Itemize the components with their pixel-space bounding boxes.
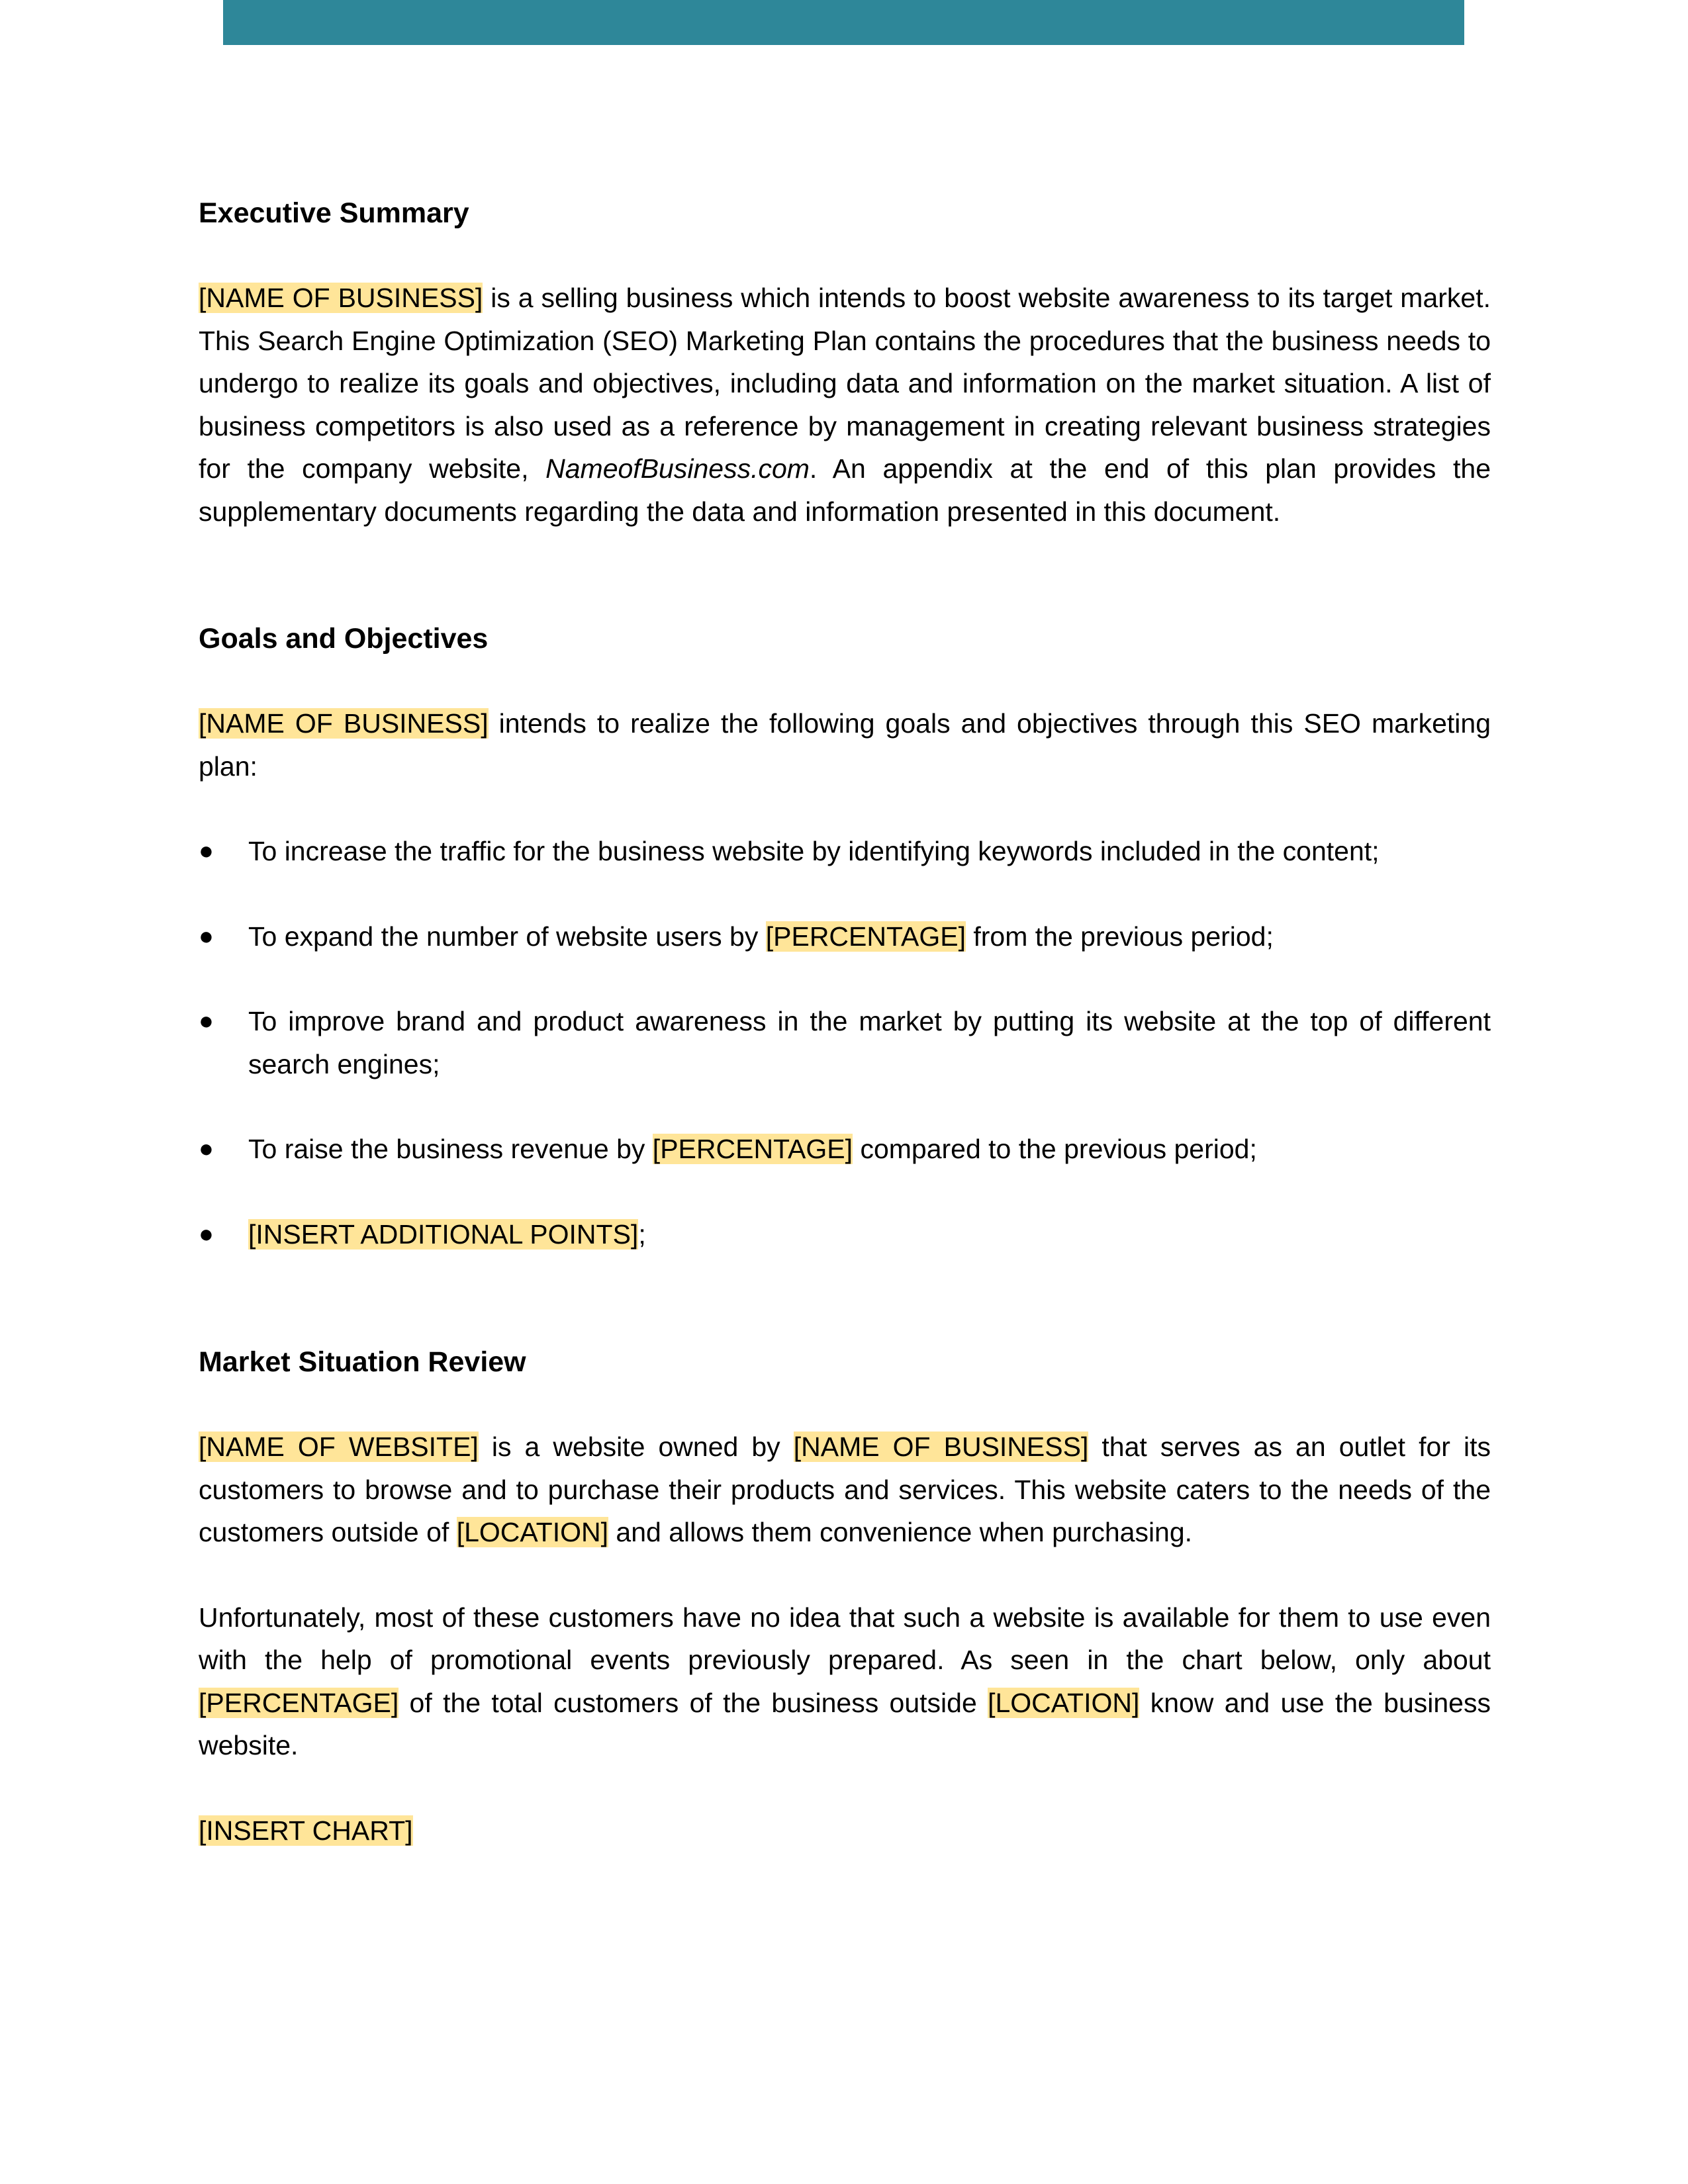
bullet-icon: ● bbox=[199, 837, 214, 865]
list-item bbox=[199, 1128, 1491, 1171]
text: intends to realize the following goals and objectives through this SEO marketing plan: bbox=[199, 708, 1491, 782]
placeholder-location[interactable]: [LOCATION] bbox=[988, 1687, 1140, 1718]
heading-executive-summary: Executive Summary bbox=[199, 197, 469, 229]
text: of the total customers of the business outside bbox=[399, 1687, 988, 1718]
text: . An appendix at the end of this plan provides the supplementary documents regarding the data and information presented in this document. bbox=[199, 453, 1491, 527]
heading-market-situation: Market Situation Review bbox=[199, 1346, 526, 1378]
list-item-text: To expand the number of website users by bbox=[248, 921, 766, 952]
bullet-icon: ● bbox=[199, 1135, 214, 1163]
placeholder-percentage[interactable]: [PERCENTAGE] bbox=[652, 1134, 853, 1164]
bullet-icon: ● bbox=[199, 922, 214, 950]
list-item bbox=[199, 915, 1491, 958]
placeholder-name-of-website[interactable]: [NAME OF WEBSITE] bbox=[199, 1432, 479, 1462]
list-item bbox=[199, 1000, 1491, 1085]
list-item-text: compared to the previous period; bbox=[853, 1134, 1257, 1164]
placeholder-location[interactable]: [LOCATION] bbox=[456, 1517, 609, 1547]
list-item bbox=[199, 830, 1491, 873]
goals-intro-paragraph bbox=[199, 702, 1491, 788]
document-body bbox=[199, 192, 1491, 1852]
placeholder-name-of-business[interactable]: [NAME OF BUSINESS] bbox=[793, 1432, 1089, 1462]
list-item-text: ; bbox=[638, 1218, 646, 1250]
market-paragraph-1 bbox=[199, 1426, 1491, 1554]
placeholder-percentage[interactable]: [PERCENTAGE] bbox=[765, 921, 966, 952]
text: is a website owned by bbox=[478, 1432, 794, 1462]
executive-summary-paragraph bbox=[199, 277, 1491, 533]
text: Unfortunately, most of these customers have no idea that such a website is available for them to use even with the help of promotional events previously prepared. As seen in the chart below, only about bbox=[199, 1602, 1491, 1675]
text: know and use the business website. bbox=[199, 1687, 1491, 1760]
heading-goals-objectives: Goals and Objectives bbox=[199, 623, 489, 655]
placeholder-name-of-business[interactable]: [NAME OF BUSINESS] bbox=[199, 708, 489, 739]
text: is a selling business which intends to boost website awareness to its target market. This Search Engine Optimization (SEO) Marketing Plan contains the procedures that the business needs to undergo to realize its goals and objectives, including data and information on the market situation. A list of business competitors is also used as a reference by management in creating relevant business strategies for the company website, bbox=[199, 283, 1491, 484]
placeholder-percentage[interactable]: [PERCENTAGE] bbox=[199, 1687, 399, 1718]
bullet-icon: ● bbox=[199, 1007, 214, 1035]
chart-placeholder-paragraph bbox=[199, 1809, 1491, 1852]
website-name: NameofBusiness.com bbox=[545, 453, 810, 484]
placeholder-additional-points[interactable]: [INSERT ADDITIONAL POINTS] bbox=[248, 1218, 639, 1250]
text: and allows them convenience when purchasing. bbox=[608, 1517, 1193, 1547]
placeholder-name-of-business[interactable]: [NAME OF BUSINESS] bbox=[199, 283, 483, 313]
list-item-text: To improve brand and product awareness in the market by putting its website at the top of different search engines; bbox=[248, 1006, 1491, 1079]
header-bar bbox=[223, 0, 1464, 45]
list-item bbox=[199, 1213, 1491, 1256]
list-item-text: from the previous period; bbox=[965, 921, 1274, 952]
list-item-text: To raise the business revenue by bbox=[248, 1134, 653, 1164]
bullet-icon: ● bbox=[199, 1220, 214, 1248]
goals-list bbox=[199, 830, 1491, 1255]
text: that serves as an outlet for its customers to browse and to purchase their products and services. This website caters to the needs of the customers outside of bbox=[199, 1432, 1491, 1547]
placeholder-insert-chart[interactable]: [INSERT CHART] bbox=[199, 1815, 413, 1846]
list-item-text: To increase the traffic for the business website by identifying keywords included in the content; bbox=[248, 836, 1380, 866]
market-paragraph-2 bbox=[199, 1596, 1491, 1767]
